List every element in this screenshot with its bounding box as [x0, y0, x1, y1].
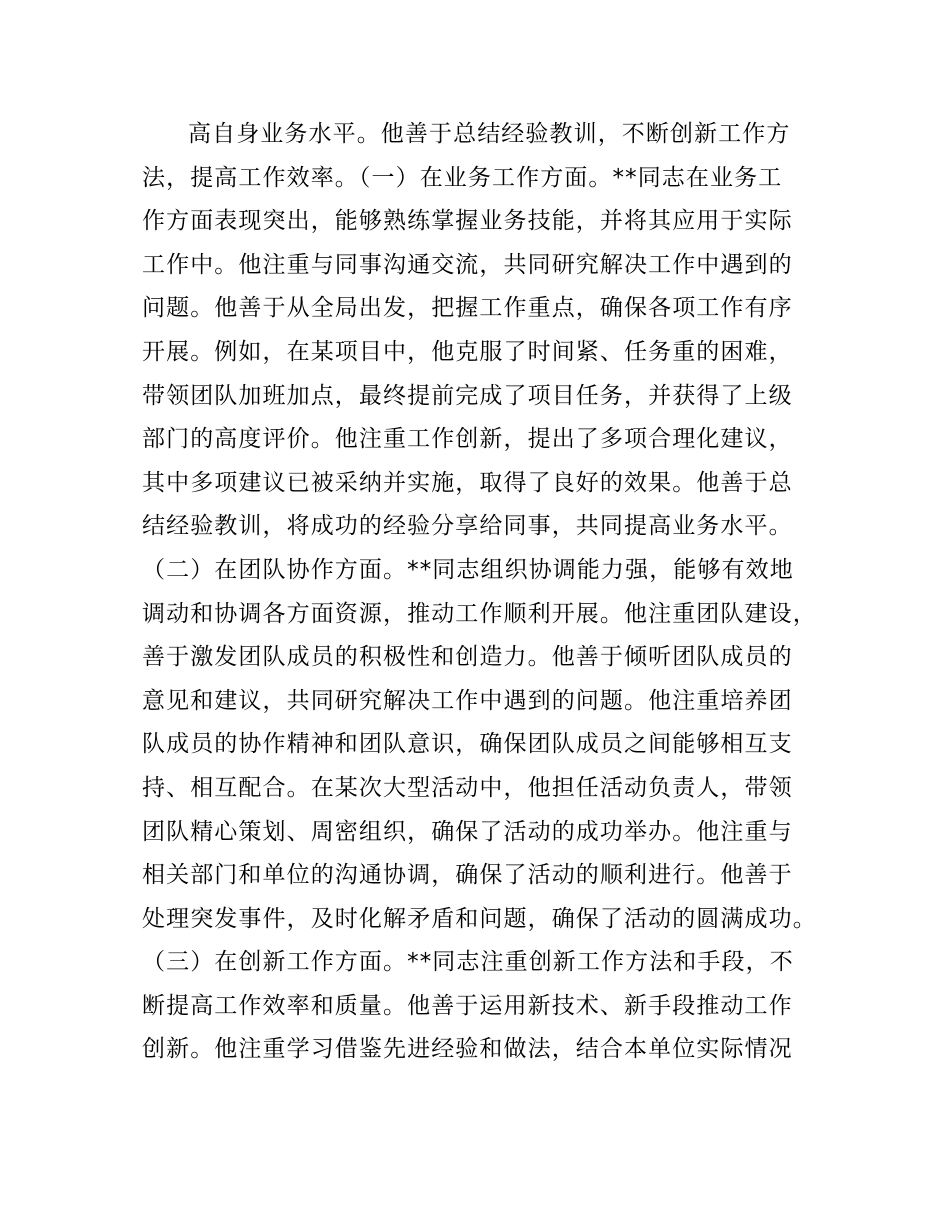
text-line: 结经验教训，将成功的经验分享给同事，共同提高业务水平。	[142, 513, 793, 540]
text-line: （二）在团队协作方面。**同志组织协调能力强，能够有效地	[142, 556, 794, 583]
text-line: 部门的高度评价。他注重工作创新，提出了多项合理化建议，	[142, 426, 793, 453]
text-line: 问题。他善于从全局出发，把握工作重点，确保各项工作有序	[142, 295, 793, 322]
text-line: 持、相互配合。在某次大型活动中，他担任活动负责人，带领	[142, 774, 793, 801]
text-line: （三）在创新工作方面。**同志注重创新工作方法和手段，不	[142, 949, 794, 976]
text-line: 断提高工作效率和质量。他善于运用新技术、新手段推动工作	[142, 992, 793, 1019]
body-text	[142, 113, 842, 1072]
text-line: 相关部门和单位的沟通协调，确保了活动的顺利进行。他善于	[142, 862, 793, 889]
text-line: 意见和建议，共同研究解决工作中遇到的问题。他注重培养团	[142, 687, 793, 714]
text-line: 队成员的协作精神和团队意识，确保团队成员之间能够相互支	[142, 731, 793, 758]
text-line: 高自身业务水平。他善于总结经验教训，不断创新工作方	[188, 121, 791, 147]
text-line: 处理突发事件，及时化解矛盾和问题，确保了活动的圆满成功。	[142, 905, 817, 932]
text-line: 作方面表现突出，能够熟练掌握业务技能，并将其应用于实际	[142, 208, 793, 235]
text-line: 其中多项建议已被采纳并实施，取得了良好的效果。他善于总	[142, 469, 793, 496]
text-line: 创新。他注重学习借鉴先进经验和做法，结合本单位实际情况	[142, 1036, 793, 1063]
text-line: 开展。例如，在某项目中，他克服了时间紧、任务重的困难，	[142, 338, 793, 365]
text-line: 带领团队加班加点，最终提前完成了项目任务，并获得了上级	[142, 382, 793, 409]
text-line: 团队精心策划、周密组织，确保了活动的成功举办。他注重与	[142, 818, 793, 845]
text-line: 善于激发团队成员的积极性和创造力。他善于倾听团队成员的	[142, 644, 793, 671]
text-line: 工作中。他注重与同事沟通交流，共同研究解决工作中遇到的	[142, 251, 793, 278]
text-line: 法，提高工作效率。（一）在业务工作方面。**同志在业务工	[142, 164, 783, 191]
text-line: 调动和协调各方面资源，推动工作顺利开展。他注重团队建设，	[142, 600, 817, 627]
